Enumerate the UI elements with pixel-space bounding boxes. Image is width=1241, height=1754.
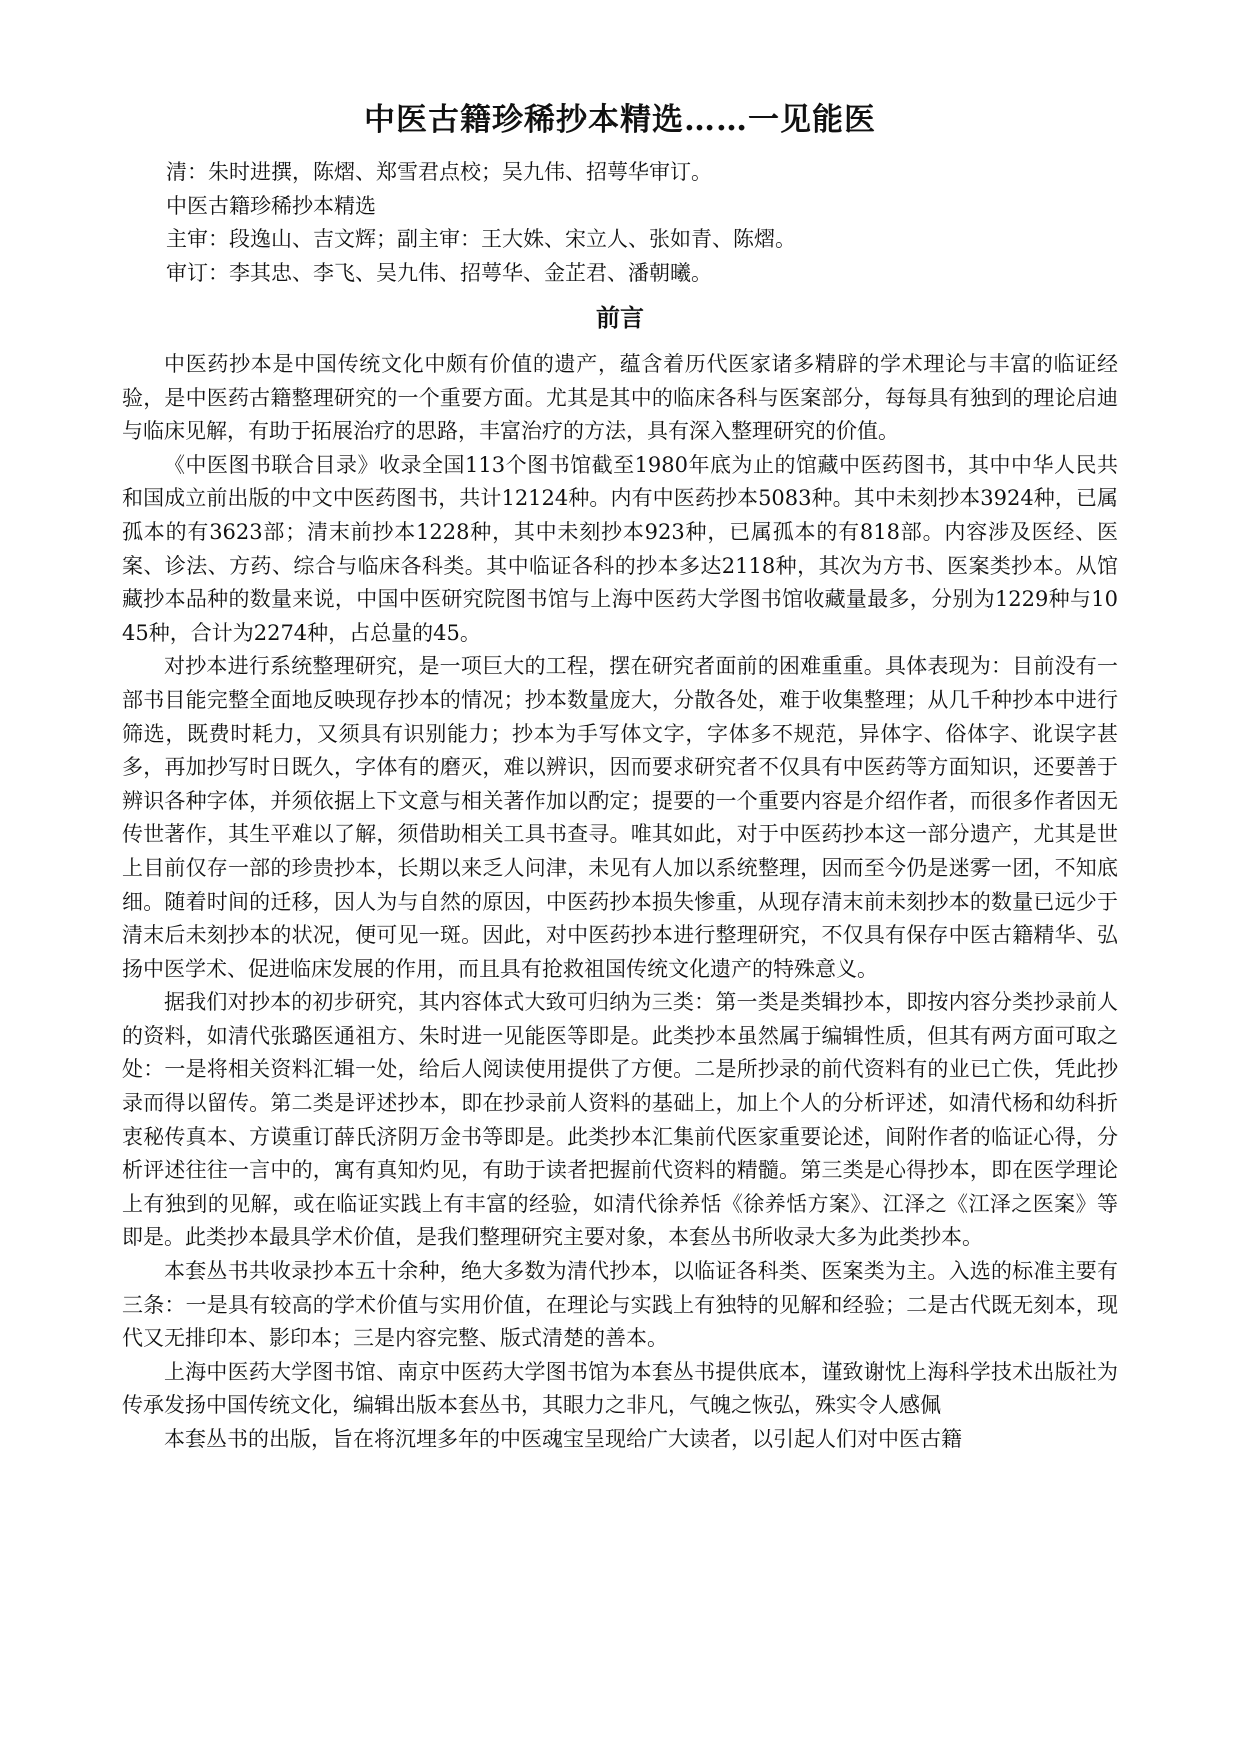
preface-body	[122, 348, 1118, 1457]
document-title: 中医古籍珍稀抄本精选……一见能医	[364, 102, 876, 138]
credit-line-chief-reviewers: 主审：段逸山、吉文辉；副主审：王大姝、宋立人、张如青、陈熠。	[166, 227, 796, 251]
credit-line-authors: 清：朱时进撰，陈熠、郑雪君点校；吴九伟、招萼华审订。	[166, 160, 712, 184]
paragraph: 本套丛书的出版，旨在将沉埋多年的中医魂宝呈现给广大读者，以引起人们对中医古籍	[164, 1427, 962, 1451]
paragraph: 《中医图书联合目录》收录全国113个图书馆截至1980年底为止的馆藏中医药图书，其中中华人民共和国成立前出版的中文中医药图书，共计12124种。内有中医药抄本5083种。其中未刻抄本3924种，已属孤本的有3623部；清末前抄本1228种，其中未刻抄本923种，已属孤本的有818部。内容涉及医经、医案、诊法、方药、综合与临床各科类。其中临证各科的抄本多达2118种，其次为方书、医案类抄本。从馆藏抄本品种的数量来说，中国中医研究院图书馆与上海中医药大学图书馆收藏量最多，分别为1229种与1045种，合计为2274种，占总量的45。	[122, 452, 1118, 645]
paragraph: 据我们对抄本的初步研究，其内容体式大致可归纳为三类：第一类是类辑抄本，即按内容分类抄录前人的资料，如清代张璐医通祖方、朱时进一见能医等即是。此类抄本虽然属于编辑性质，但其有两方面可取之处：一是将相关资料汇辑一处，给后人阅读使用提供了方便。二是所抄录的前代资料有的业已亡佚，凭此抄录而得以留传。第二类是评述抄本，即在抄录前人资料的基础上，加上个人的分析评述，如清代杨和幼科折衷秘传真本、方谟重订薛氏济阴万金书等即是。此类抄本汇集前代医家重要论述，间附作者的临证心得，分析评述往往一言中的，寓有真知灼见，有助于读者把握前代资料的精髓。第三类是心得抄本，即在医学理论上有独到的见解，或在临证实践上有丰富的经验，如清代徐养恬《徐养恬方案》、江泽之《江泽之医案》等即是。此类抄本最具学术价值，是我们整理研究主要对象，本套丛书所收录大多为此类抄本。	[122, 990, 1118, 1250]
credits-block	[166, 156, 1126, 290]
paragraph: 本套丛书共收录抄本五十余种，绝大多数为清代抄本，以临证各科类、医案类为主。入选的标准主要有三条：一是具有较高的学术价值与实用价值，在理论与实践上有独特的见解和经验；二是古代既无刻本，现代又无排印本、影印本；三是内容完整、版式清楚的善本。	[122, 1259, 1118, 1351]
paragraph: 中医药抄本是中国传统文化中颇有价值的遗产，蕴含着历代医家诸多精辟的学术理论与丰富的临证经验，是中医药古籍整理研究的一个重要方面。尤其是其中的临床各科与医案部分，每每具有独到的理论启迪与临床见解，有助于拓展治疗的思路，丰富治疗的方法，具有深入整理研究的价值。	[122, 352, 1118, 444]
paragraph: 对抄本进行系统整理研究，是一项巨大的工程，摆在研究者面前的困难重重。具体表现为：目前没有一部书目能完整全面地反映现存抄本的情况；抄本数量庞大，分散各处，难于收集整理；从几千种抄本中进行筛选，既费时耗力，又须具有识别能力；抄本为手写体文字，字体多不规范，异体字、俗体字、讹误字甚多，再加抄写时日既久，字体有的磨灭，难以辨识，因而要求研究者不仅具有中医药等方面知识，还要善于辨识各种字体，并须依据上下文意与相关著作加以酌定；提要的一个重要内容是介绍作者，而很多作者因无传世著作，其生平难以了解，须借助相关工具书查寻。唯其如此，对于中医药抄本这一部分遗产，尤其是世上目前仅存一部的珍贵抄本，长期以来乏人问津，未见有人加以系统整理，因而至今仍是迷雾一团，不知底细。随着时间的迁移，因人为与自然的原因，中医药抄本损失惨重，从现存清末前未刻抄本的数量已远少于清末后未刻抄本的状况，便可见一斑。因此，对中医药抄本进行整理研究，不仅具有保存中医古籍精华、弘扬中医学术、促进临床发展的作用，而且具有抢救祖国传统文化遗产的特殊意义。	[122, 654, 1118, 981]
paragraph: 上海中医药大学图书馆、南京中医药大学图书馆为本套丛书提供底本，谨致谢忱上海科学技术出版社为传承发扬中国传统文化，编辑出版本套丛书，其眼力之非凡，气魄之恢弘，殊实令人感佩	[122, 1359, 1118, 1418]
credit-line-series: 中医古籍珍稀抄本精选	[166, 193, 376, 218]
section-title-preface: 前言	[596, 303, 644, 332]
credit-line-revisers: 审订：李其忠、李飞、吴九伟、招萼华、金芷君、潘朝曦。	[166, 260, 712, 285]
